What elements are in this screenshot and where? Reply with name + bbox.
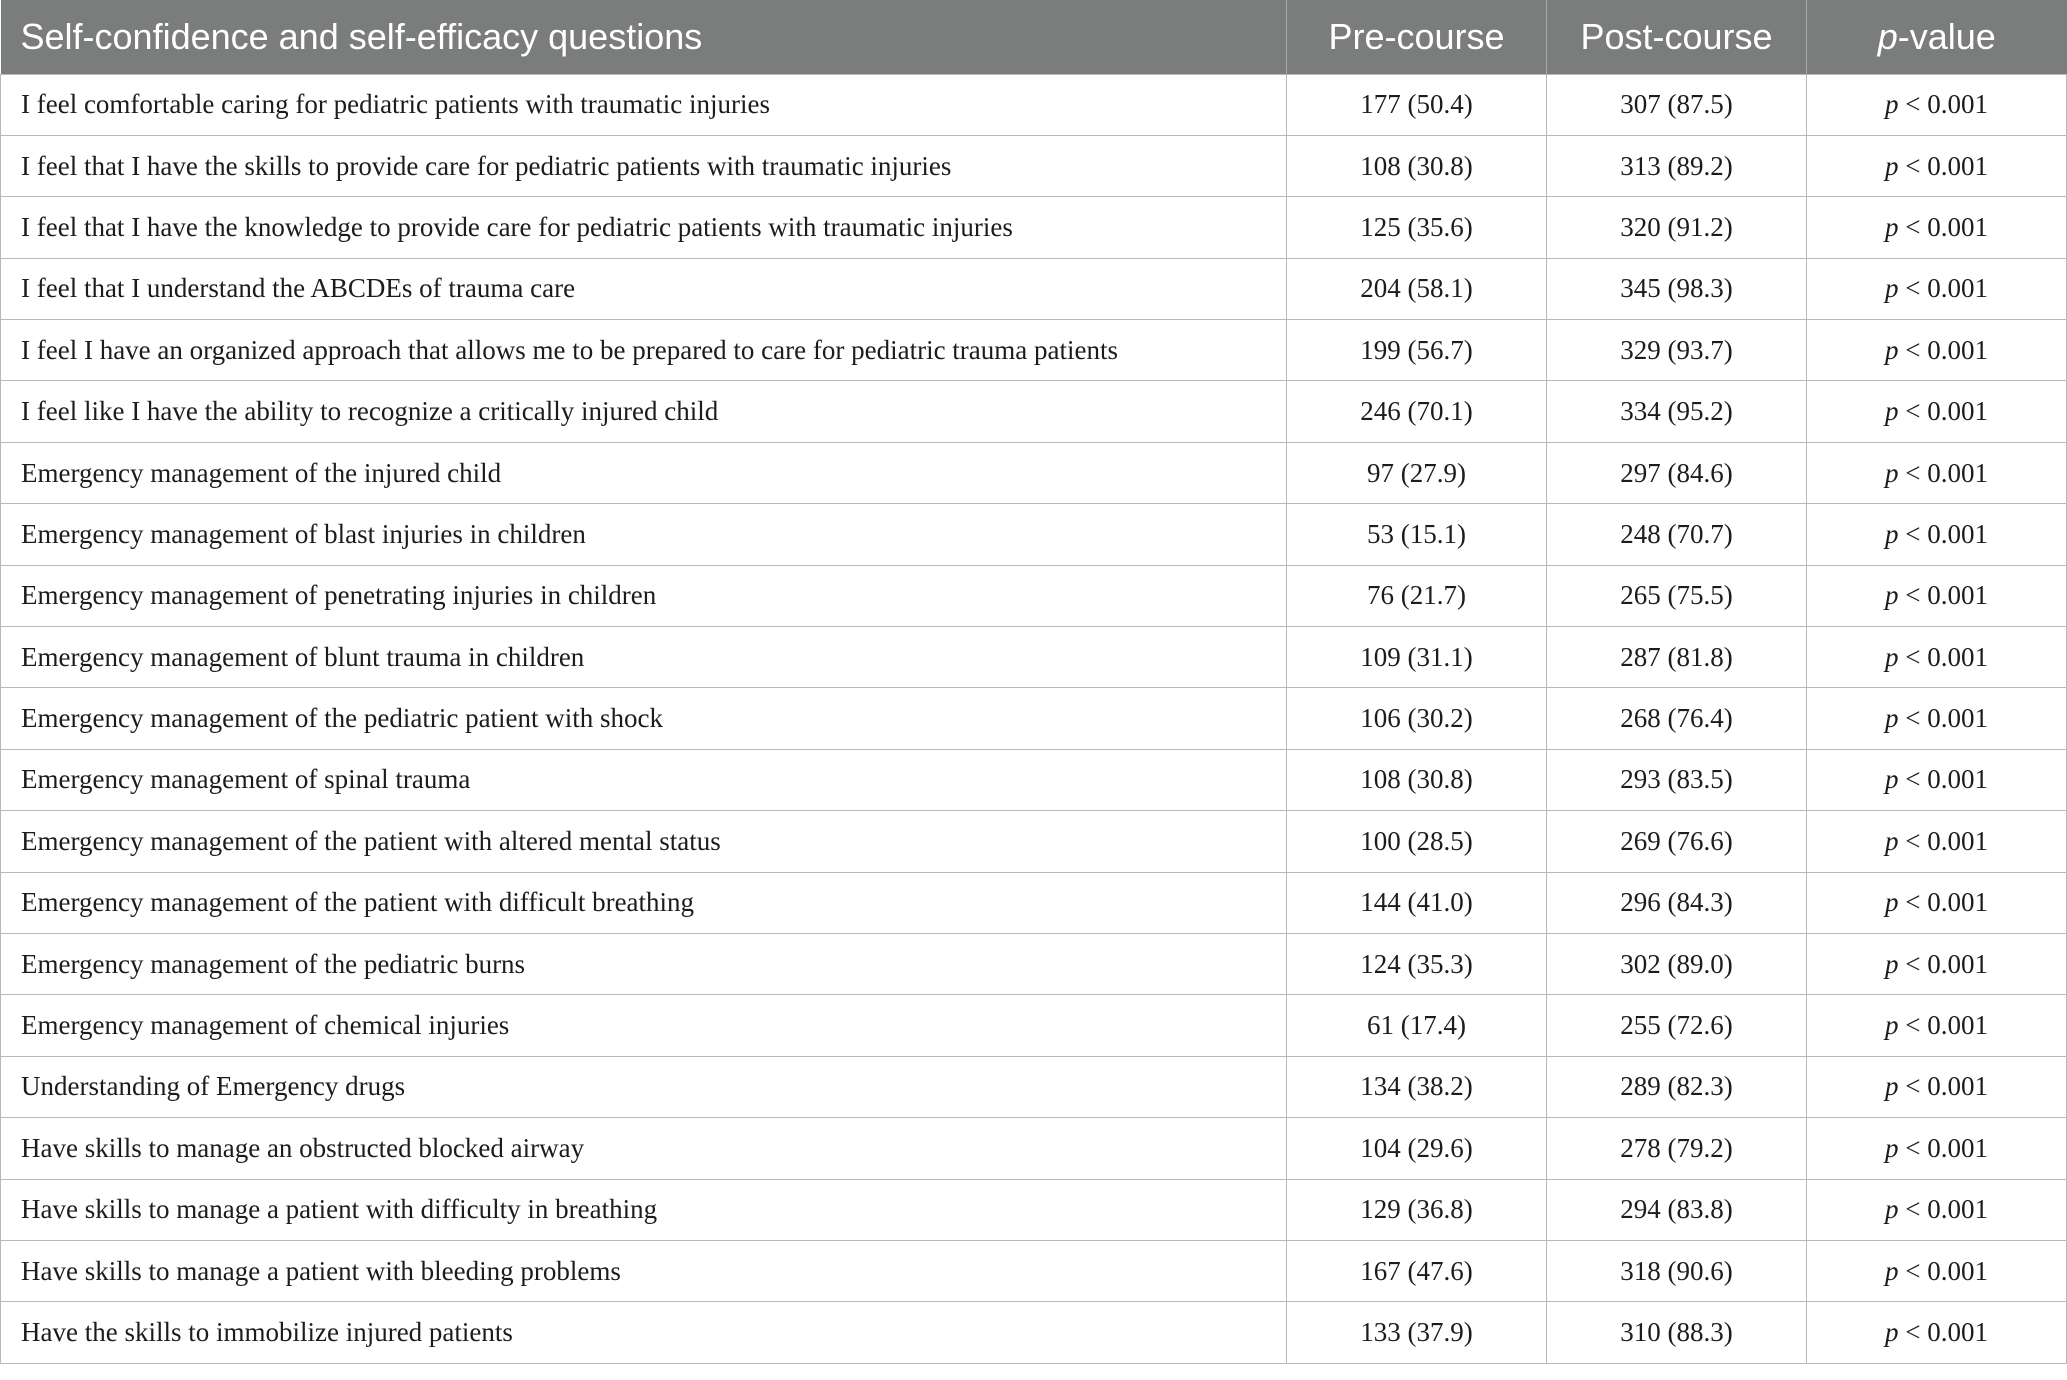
cell-post-course: 269 (76.6) [1547, 811, 1807, 872]
p-comparison: < 0.001 [1898, 1317, 1988, 1347]
p-italic: p [1885, 580, 1899, 611]
p-italic: p [1885, 1010, 1899, 1041]
table-row [1, 381, 2067, 442]
p-italic: p [1885, 641, 1899, 672]
cell-pre-course: 199 (56.7) [1287, 320, 1547, 381]
p-italic: p [1885, 1071, 1899, 1102]
cell-post-course: 329 (93.7) [1547, 320, 1807, 381]
cell-question: Emergency management of the pediatric burns [1, 933, 1287, 994]
cell-post-course: 268 (76.4) [1547, 688, 1807, 749]
p-comparison: < 0.001 [1898, 580, 1988, 611]
table-row [1, 258, 2067, 319]
cell-p-value [1807, 811, 2067, 872]
p-comparison: < 0.001 [1898, 641, 1988, 672]
cell-pre-course: 204 (58.1) [1287, 258, 1547, 319]
p-italic: p [1885, 457, 1899, 488]
p-comparison: < 0.001 [1898, 457, 1988, 488]
cell-pre-course: 133 (37.9) [1287, 1302, 1547, 1363]
cell-pre-course: 76 (21.7) [1287, 565, 1547, 626]
cell-post-course: 307 (87.5) [1547, 74, 1807, 135]
p-italic: p [1885, 1132, 1899, 1163]
cell-pre-course: 97 (27.9) [1287, 442, 1547, 503]
p-comparison: < 0.001 [1898, 518, 1988, 549]
p-comparison: < 0.001 [1898, 703, 1988, 734]
cell-p-value [1807, 135, 2067, 196]
header-row [1, 0, 2067, 74]
p-comparison: < 0.001 [1898, 89, 1988, 120]
cell-pre-course: 125 (35.6) [1287, 197, 1547, 258]
cell-post-course: 302 (89.0) [1547, 933, 1807, 994]
cell-p-value [1807, 872, 2067, 933]
table-row [1, 627, 2067, 688]
cell-p-value [1807, 381, 2067, 442]
cell-p-value [1807, 1179, 2067, 1240]
cell-post-course: 296 (84.3) [1547, 872, 1807, 933]
p-italic: p [1885, 273, 1899, 304]
cell-p-value [1807, 1056, 2067, 1117]
table-row [1, 1179, 2067, 1240]
p-italic: p [1885, 1194, 1899, 1225]
cell-p-value [1807, 504, 2067, 565]
table-row [1, 74, 2067, 135]
p-comparison: < 0.001 [1898, 273, 1988, 304]
cell-pre-course: 177 (50.4) [1287, 74, 1547, 135]
p-italic: p [1885, 396, 1899, 427]
cell-post-course: 255 (72.6) [1547, 995, 1807, 1056]
cell-question: I feel that I have the knowledge to provide care for pediatric patients with traumatic injuries [1, 197, 1287, 258]
cell-question: I feel that I have the skills to provide care for pediatric patients with traumatic injuries [1, 135, 1287, 196]
cell-question: Emergency management of the pediatric patient with shock [1, 688, 1287, 749]
cell-pre-course: 100 (28.5) [1287, 811, 1547, 872]
p-italic: p [1885, 825, 1899, 856]
cell-post-course: 320 (91.2) [1547, 197, 1807, 258]
p-comparison: < 0.001 [1898, 1194, 1988, 1225]
cell-question: Emergency management of chemical injuries [1, 995, 1287, 1056]
cell-question: Have the skills to immobilize injured patients [1, 1302, 1287, 1363]
header-post-course: Post-course [1547, 0, 1807, 74]
table-row [1, 933, 2067, 994]
cell-pre-course: 61 (17.4) [1287, 995, 1547, 1056]
cell-p-value [1807, 1302, 2067, 1363]
p-comparison: < 0.001 [1898, 764, 1988, 795]
cell-pre-course: 246 (70.1) [1287, 381, 1547, 442]
p-italic: p [1885, 334, 1899, 365]
cell-pre-course: 53 (15.1) [1287, 504, 1547, 565]
cell-pre-course: 104 (29.6) [1287, 1118, 1547, 1179]
cell-question: Emergency management of the patient with altered mental status [1, 811, 1287, 872]
table-row [1, 1056, 2067, 1117]
cell-post-course: 334 (95.2) [1547, 381, 1807, 442]
table-header [1, 0, 2067, 74]
cell-post-course: 313 (89.2) [1547, 135, 1807, 196]
cell-question: I feel like I have the ability to recognize a critically injured child [1, 381, 1287, 442]
cell-question: I feel I have an organized approach that allows me to be prepared to care for pediatric trauma patients [1, 320, 1287, 381]
header-p-value [1807, 0, 2067, 74]
cell-post-course: 297 (84.6) [1547, 442, 1807, 503]
cell-p-value [1807, 749, 2067, 810]
cell-pre-course: 109 (31.1) [1287, 627, 1547, 688]
p-italic: p [1885, 1255, 1899, 1286]
cell-post-course: 310 (88.3) [1547, 1302, 1807, 1363]
table-row [1, 749, 2067, 810]
header-p-italic: p [1877, 15, 1898, 57]
p-italic: p [1885, 764, 1899, 795]
p-italic: p [1885, 518, 1899, 549]
p-comparison: < 0.001 [1898, 1010, 1988, 1041]
cell-question: Emergency management of blast injuries in children [1, 504, 1287, 565]
p-italic: p [1885, 948, 1899, 979]
p-comparison: < 0.001 [1898, 1071, 1988, 1102]
table-row [1, 872, 2067, 933]
cell-pre-course: 144 (41.0) [1287, 872, 1547, 933]
cell-pre-course: 167 (47.6) [1287, 1240, 1547, 1301]
p-comparison: < 0.001 [1898, 334, 1988, 365]
p-comparison: < 0.001 [1898, 150, 1988, 181]
table-row [1, 504, 2067, 565]
cell-post-course: 265 (75.5) [1547, 565, 1807, 626]
p-italic: p [1885, 1317, 1899, 1347]
cell-post-course: 318 (90.6) [1547, 1240, 1807, 1301]
p-comparison: < 0.001 [1898, 396, 1988, 427]
table-row [1, 688, 2067, 749]
cell-p-value [1807, 442, 2067, 503]
table-row [1, 995, 2067, 1056]
cell-p-value [1807, 995, 2067, 1056]
p-italic: p [1885, 150, 1899, 181]
table-row [1, 1118, 2067, 1179]
p-italic: p [1885, 703, 1899, 734]
p-comparison: < 0.001 [1898, 1255, 1988, 1286]
cell-pre-course: 106 (30.2) [1287, 688, 1547, 749]
table-row [1, 1302, 2067, 1363]
header-p-rest: -value [1897, 15, 1996, 57]
cell-question: Emergency management of the patient with difficult breathing [1, 872, 1287, 933]
cell-question: Have skills to manage a patient with difficulty in breathing [1, 1179, 1287, 1240]
cell-post-course: 289 (82.3) [1547, 1056, 1807, 1117]
table-row [1, 811, 2067, 872]
cell-question: Have skills to manage an obstructed blocked airway [1, 1118, 1287, 1179]
cell-question: Emergency management of the injured child [1, 442, 1287, 503]
cell-question: Have skills to manage a patient with bleeding problems [1, 1240, 1287, 1301]
cell-question: Understanding of Emergency drugs [1, 1056, 1287, 1117]
cell-question: Emergency management of penetrating injuries in children [1, 565, 1287, 626]
cell-post-course: 345 (98.3) [1547, 258, 1807, 319]
p-italic: p [1885, 887, 1899, 918]
table-row [1, 197, 2067, 258]
cell-post-course: 278 (79.2) [1547, 1118, 1807, 1179]
p-italic: p [1885, 211, 1899, 242]
p-comparison: < 0.001 [1898, 887, 1988, 918]
table-body [1, 74, 2067, 1363]
cell-p-value [1807, 1240, 2067, 1301]
table-row [1, 1240, 2067, 1301]
cell-post-course: 287 (81.8) [1547, 627, 1807, 688]
cell-p-value [1807, 933, 2067, 994]
header-pre-course: Pre-course [1287, 0, 1547, 74]
table-row [1, 135, 2067, 196]
cell-pre-course: 134 (38.2) [1287, 1056, 1547, 1117]
cell-pre-course: 129 (36.8) [1287, 1179, 1547, 1240]
table-row [1, 565, 2067, 626]
cell-pre-course: 108 (30.8) [1287, 135, 1547, 196]
cell-post-course: 248 (70.7) [1547, 504, 1807, 565]
p-comparison: < 0.001 [1898, 1132, 1988, 1163]
cell-question: I feel that I understand the ABCDEs of trauma care [1, 258, 1287, 319]
cell-p-value [1807, 627, 2067, 688]
cell-post-course: 293 (83.5) [1547, 749, 1807, 810]
p-comparison: < 0.001 [1898, 948, 1988, 979]
p-italic: p [1885, 89, 1899, 120]
cell-question: Emergency management of spinal trauma [1, 749, 1287, 810]
p-comparison: < 0.001 [1898, 211, 1988, 242]
cell-pre-course: 124 (35.3) [1287, 933, 1547, 994]
cell-question: Emergency management of blunt trauma in children [1, 627, 1287, 688]
cell-post-course: 294 (83.8) [1547, 1179, 1807, 1240]
cell-question: I feel comfortable caring for pediatric patients with traumatic injuries [1, 74, 1287, 135]
header-question: Self-confidence and self-efficacy questions [20, 15, 703, 57]
cell-p-value [1807, 320, 2067, 381]
table-row [1, 320, 2067, 381]
cell-p-value [1807, 688, 2067, 749]
cell-p-value [1807, 565, 2067, 626]
cell-p-value [1807, 74, 2067, 135]
p-comparison: < 0.001 [1898, 825, 1988, 856]
cell-p-value [1807, 258, 2067, 319]
cell-p-value [1807, 197, 2067, 258]
cell-pre-course: 108 (30.8) [1287, 749, 1547, 810]
cell-p-value [1807, 1118, 2067, 1179]
table-row [1, 442, 2067, 503]
